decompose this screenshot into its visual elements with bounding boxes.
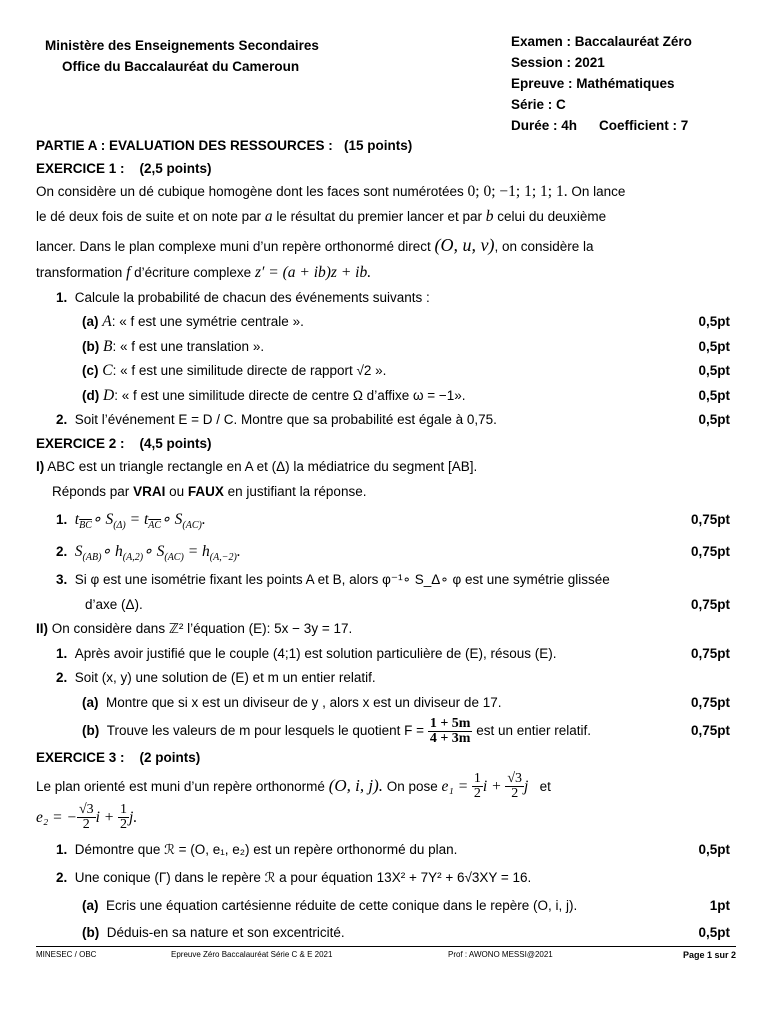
office-name: Office du Baccalauréat du Cameroun	[62, 59, 300, 74]
ex2-question-5: 2. Soit (x, y) une solution de (E) et m un entier relatif.	[56, 670, 376, 685]
epreuve: Epreuve : Mathématiques	[511, 76, 675, 91]
ex2-question-5b: (b) Trouve les valeurs de m pour lesquels le quotient F = $\frac{1 + 5m}{4 + 3m}$ est un entier relatif. 0,75pt	[82, 715, 730, 746]
ex3-question-2: 2. Une conique (Γ) dans le repère ℛ a pour équation 13X² + 7Y² + 6√3XY = 16.	[56, 869, 532, 885]
exercise-1-title: EXERCICE 1 : (2,5 points)	[36, 160, 212, 176]
quotient-fraction: $\frac{1 + 5m}{4 + 3m}$	[429, 715, 471, 746]
footer-center: Epreuve Zéro Baccalauréat Série C & E 2021	[171, 950, 333, 959]
ex2-question-4: 1. Après avoir justifié que le couple (4;1) est solution particulière de (E), résous (E). 0,75pt	[56, 645, 730, 661]
exam-name: Examen : Baccalauréat Zéro	[511, 34, 692, 49]
ex2-question-1: 1. $t_{\overline{BC}}\circ$ $S_{(\Delta)}$ = $t_{\overline{AC}}\circ$ $S_{(AC)}$. 0,75pt	[56, 511, 730, 531]
ex2-question-2: 2. $S_{(AB)}\circ$ $h_{(A,2)}\circ$ $S_{(AC)} = h_{(A,-2)}$. 0,75pt	[56, 543, 730, 563]
ex2-question-3: 3. Si φ est une isométrie fixant les points A et B, alors φ⁻¹∘ S_Δ∘ φ est une symétrie glissée	[56, 572, 610, 587]
ex2-question-5a: (a) Montre que si x est un diviseur de y , alors x est un diviseur de 17. 0,75pt	[82, 694, 730, 710]
ex3-question-1: 1. Démontre que ℛ = (O, e₁, e₂) est un repère orthonormé du plan. 0,5pt	[56, 841, 730, 857]
ex1-intro-line-4: transformation f d’écriture complexe z′ = (a + ib)z + ib.	[36, 264, 372, 281]
header-right	[511, 31, 692, 136]
ex1-item-b: (b) B: « f est une translation ». 0,5pt	[82, 337, 730, 355]
ex1-item-a: (a) A: « f est une symétrie centrale ». 0,5pt	[82, 313, 730, 330]
footer-author: Prof : AWONO MESSI@2021	[448, 950, 553, 959]
ex2-part-2: II) On considère dans ℤ² l’équation (E): 5x − 3y = 17.	[36, 621, 353, 636]
ex1-intro-line-3: lancer. Dans le plan complexe muni d’un repère orthonormé direct (O, u, v), on considère la	[36, 235, 594, 255]
ex1-question-1: 1. Calcule la probabilité de chacun des événements suivants :	[56, 289, 430, 305]
footer-left: MINESEC / OBC	[36, 950, 97, 959]
ex2-part-1: I) ABC est un triangle rectangle en A et (Δ) la médiatrice du segment [AB].	[36, 459, 478, 474]
header-left	[45, 35, 319, 77]
page-footer	[36, 946, 736, 960]
ex1-question-2: 2. Soit l’événement E = D / C. Montre que sa probabilité est égale à 0,75. 0,5pt	[56, 412, 730, 427]
serie: Série : C	[511, 97, 566, 112]
ex3-e2-definition: e₂ = − $\frac{√3}{2}$ i + $\frac{1}{2}$ j.	[36, 802, 138, 833]
ex2-instructions: Réponds par VRAI ou FAUX en justifiant la réponse.	[52, 483, 367, 499]
ex2-question-3-cont: d’axe (Δ). 0,75pt	[85, 596, 730, 612]
duration-coefficient: Durée : 4h Coefficient : 7	[511, 118, 689, 133]
exercise-2-title: EXERCICE 2 : (4,5 points)	[36, 435, 212, 451]
ministry-name: Ministère des Enseignements Secondaires	[45, 38, 319, 53]
ex1-intro-line-1: On considère un dé cubique homogène dont les faces sont numérotées 0; 0; −1; 1; 1; 1. On lance	[36, 183, 626, 200]
ex1-intro-line-2: le dé deux fois de suite et on note par a le résultat du premier lancer et par b celui du deuxième	[36, 207, 607, 225]
ex1-item-d: (d) D: « f est une similitude directe de centre Ω d’affixe ω = −1». 0,5pt	[82, 386, 730, 404]
part-a-title: PARTIE A : EVALUATION DES RESSOURCES : (15 points)	[36, 138, 413, 153]
footer-page: Page 1 sur 2	[682, 950, 736, 960]
session: Session : 2021	[511, 55, 605, 70]
ex1-item-c: (c) C: « f est une similitude directe de rapport √2 ». 0,5pt	[82, 362, 730, 379]
ex3-question-2b: (b) Déduis-en sa nature et son excentricité. 0,5pt	[82, 925, 730, 940]
ex3-intro: Le plan orienté est muni d’un repère orthonormé (O, i, j). On pose e₁ = $\frac{1}{2}$ i + $\frac{√3}{2}$ j et	[36, 771, 551, 802]
ex3-question-2a: (a) Ecris une équation cartésienne réduite de cette conique dans le repère (O, i, j). 1pt	[82, 898, 730, 913]
exercise-3-title: EXERCICE 3 : (2 points)	[36, 750, 201, 765]
exam-body	[36, 135, 736, 945]
